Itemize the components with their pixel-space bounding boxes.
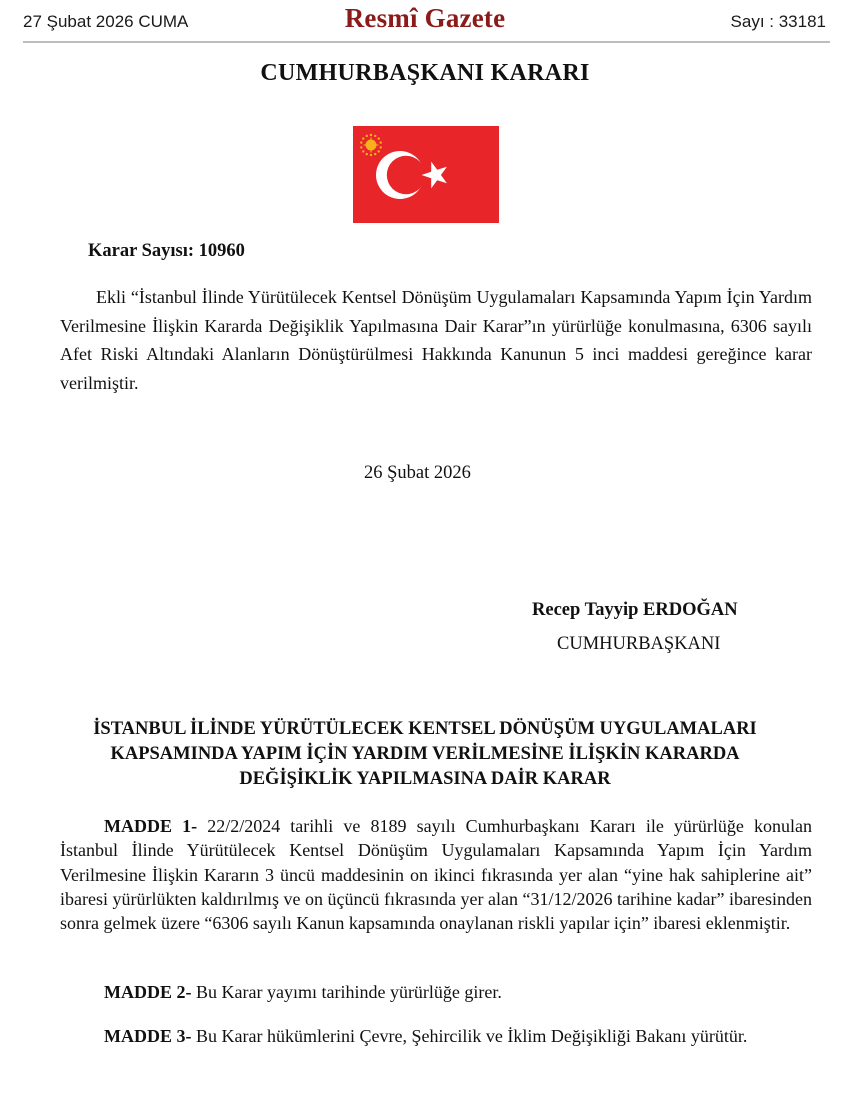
article-label: MADDE 2- — [104, 982, 192, 1002]
article-label: MADDE 1- — [104, 816, 198, 836]
decision-date: 26 Şubat 2026 — [364, 463, 471, 483]
article-text: 22/2/2024 tarihli ve 8189 sayılı Cumhurbaşkanı Kararı ile yürürlüğe konulan İstanbul İlinde Yürütülecek Kentsel Dönüşüm Uygulamaları Kapsamında Yapım İçin Yardım Verilmesine İlişkin Kararın 3 üncü maddesinin on ikinci fıkrasında yer alan “yine hak sahiplerine ait” ibaresi yürürlükten kaldırılmış ve on üçüncü fıkrasında yer alan “31/12/2026 tarihine kadar” ibaresinden sonra gelmek üzere “6306 sayılı Kanun kapsamında onaylanan riskli yapılar için” ibaresi eklenmiştir. — [60, 816, 812, 934]
intro-text: Ekli “İstanbul İlinde Yürütülecek Kentsel Dönüşüm Uygulamaları Kapsamında Yapım İçin Yardım Verilmesine İlişkin Kararda Değişiklik Yapılmasına Dair Karar”ın yürürlüğe konulmasına, 6306 sayılı Afet Riski Altındaki Alanların Dönüştürülmesi Hakkında Kanunun 5 inci maddesi gereğince karar verilmiştir. — [60, 287, 812, 393]
signer-name: Recep Tayyip ERDOĞAN — [532, 600, 738, 620]
gazette-header — [0, 0, 850, 44]
article-text: Bu Karar yayımı tarihinde yürürlüğe girer. — [196, 982, 502, 1002]
regulation-title-line: KAPSAMINDA YAPIM İÇİN YARDIM VERİLMESİNE İLİŞKİN KARARDA — [110, 744, 740, 764]
header-divider — [23, 41, 830, 43]
document-title: CUMHURBAŞKANI KARARI — [260, 60, 590, 86]
issue-number: Sayı : 33181 — [730, 12, 826, 31]
publication-date: 27 Şubat 2026 CUMA — [23, 12, 189, 31]
regulation-title-line: İSTANBUL İLİNDE YÜRÜTÜLECEK KENTSEL DÖNÜŞÜM UYGULAMALARI — [93, 719, 757, 739]
article-1 — [60, 814, 812, 935]
intro-paragraph — [60, 283, 812, 397]
regulation-title — [0, 717, 850, 792]
publication-title: Resmî Gazete — [344, 3, 506, 33]
article-2 — [60, 980, 812, 1004]
article-label: MADDE 3- — [104, 1026, 192, 1046]
signer-title: CUMHURBAŞKANI — [557, 634, 721, 654]
presidential-flag-icon — [353, 126, 499, 223]
decision-number: Karar Sayısı: 10960 — [88, 241, 245, 261]
article-3 — [60, 1024, 812, 1048]
article-text: Bu Karar hükümlerini Çevre, Şehircilik ve İklim Değişikliği Bakanı yürütür. — [196, 1026, 748, 1046]
regulation-title-line: DEĞİŞİKLİK YAPILMASINA DAİR KARAR — [239, 769, 611, 789]
